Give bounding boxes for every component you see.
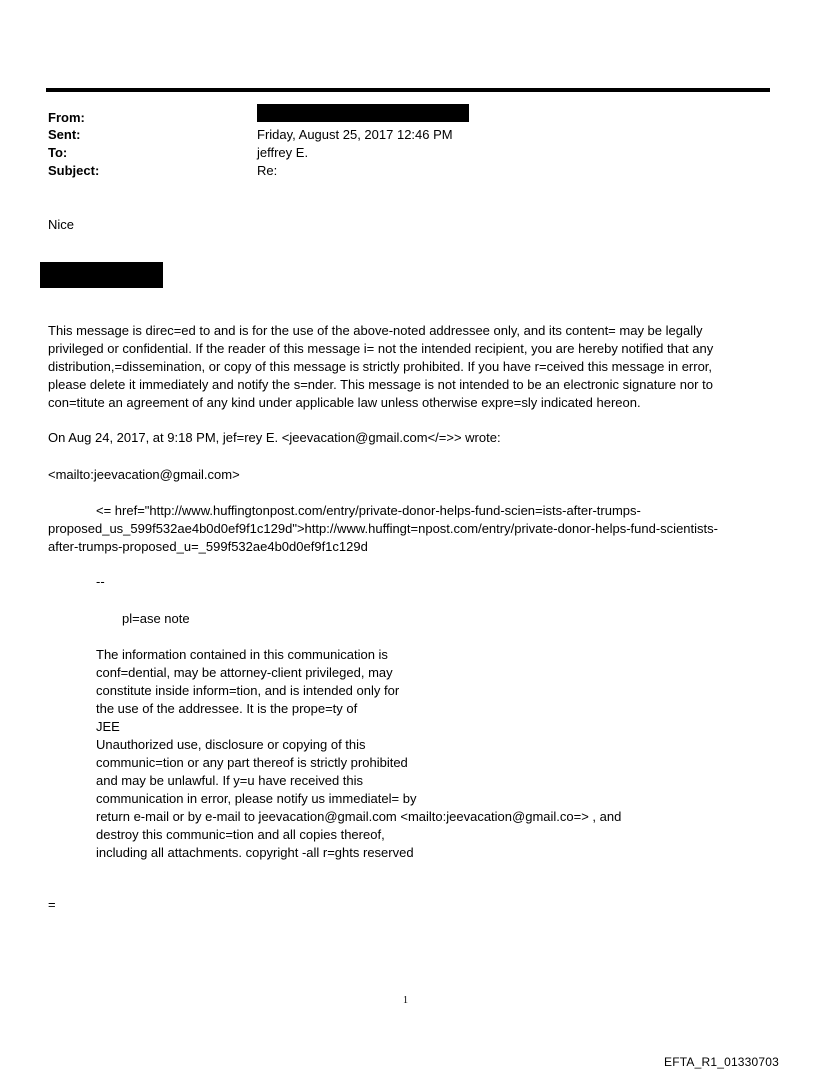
- sent-value: Friday, August 25, 2017 12:46 PM: [257, 127, 453, 142]
- header-rule: [46, 88, 770, 92]
- notice-line: constitute inside inform=tion, and is intended only for: [96, 683, 400, 698]
- notice-line: Unauthorized use, disclosure or copying of this: [96, 737, 366, 752]
- notice-line: and may be unlawful. If y=u have received this: [96, 773, 364, 788]
- signature-redaction: [40, 262, 163, 288]
- subject-label: Subject:: [48, 163, 100, 178]
- confidentiality-notice: [96, 646, 621, 862]
- link-line[interactable]: <= href="http://www.huffingtonpost.com/entry/private-donor-helps-fund-scien=ists-after-trumps-: [96, 503, 641, 518]
- notice-line: destroy this communic=tion and all copies thereof,: [96, 827, 385, 842]
- notice-line: conf=dential, may be attorney-client privileged, may: [96, 665, 393, 680]
- link-line[interactable]: after-trumps-proposed_u=_599f532ae4b0d0ef9f1c129d: [48, 539, 368, 554]
- notice-line: return e-mail or by e-mail to jeevacation@gmail.com <mailto:jeevacation@gmail.co=> , and: [96, 809, 622, 824]
- bates-number: EFTA_R1_01330703: [664, 1055, 780, 1069]
- disclaimer-line: privileged or confidential. If the reader of this message i= not the intended recipient, you are hereby notified that any: [48, 341, 714, 356]
- notice-line: the use of the addressee. It is the prope=ty of: [96, 701, 358, 716]
- signature-separator: --: [96, 574, 105, 589]
- disclaimer-line: distribution,=dissemination, or copy of this message is strictly prohibited. If you have r=ceived this message in error,: [48, 359, 713, 374]
- to-value: jeffrey E.: [257, 145, 309, 160]
- notice-line: communic=tion or any part thereof is strictly prohibited: [96, 755, 408, 770]
- legal-disclaimer: [48, 322, 778, 412]
- quote-intro: On Aug 24, 2017, at 9:18 PM, jef=rey E. <jeevacation@gmail.com</=>> wrote:: [48, 430, 501, 445]
- subject-value: Re:: [257, 163, 278, 178]
- disclaimer-line: This message is direc=ed to and is for the use of the above-noted addressee only, and its content= may be legally: [48, 323, 703, 338]
- notice-line: including all attachments. copyright -all r=ghts reserved: [96, 845, 414, 860]
- please-note: pl=ase note: [122, 611, 190, 626]
- from-label: From:: [48, 110, 85, 125]
- notice-line: JEE: [96, 719, 120, 734]
- to-label: To:: [48, 145, 68, 160]
- notice-line: communication in error, please notify us immediatel= by: [96, 791, 417, 806]
- sent-label: Sent:: [48, 127, 81, 142]
- link-line[interactable]: proposed_us_599f532ae4b0d0ef9f1c129d">http://www.huffingt=npost.com/entry/private-donor-helps-fund-scientists-: [48, 521, 718, 536]
- page-number: 1: [403, 995, 408, 1006]
- disclaimer-line: please delete it immediately and notify the s=nder. This message is not intended to be an electronic signature nor to: [48, 377, 713, 392]
- disclaimer-line: con=titute an agreement of any kind under applicable law unless otherwise expre=sly indicated hereon.: [48, 395, 641, 410]
- trailing-equals: =: [48, 897, 56, 912]
- sender-redaction: [257, 104, 469, 122]
- message-greeting: Nice: [48, 217, 75, 232]
- notice-line: The information contained in this communication is: [96, 647, 388, 662]
- mailto-link[interactable]: <mailto:jeevacation@gmail.com>: [48, 467, 240, 482]
